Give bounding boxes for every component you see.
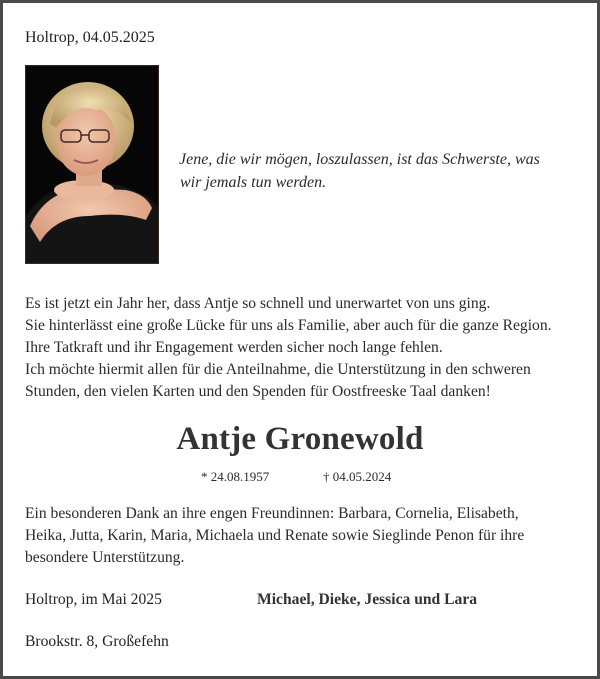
portrait-photo bbox=[25, 65, 159, 264]
footer-place-date: Holtrop, im Mai 2025 bbox=[25, 591, 162, 608]
message-line: Stunden, den vielen Karten und den Spenden für Oostfreeske Taal danken! bbox=[25, 383, 491, 400]
birth-date: * 24.08.1957 bbox=[201, 469, 270, 484]
thanks-message bbox=[25, 503, 585, 569]
portrait-illustration bbox=[26, 66, 158, 263]
signers: Michael, Dieke, Jessica und Lara bbox=[257, 591, 478, 608]
thanks-line: Heika, Jutta, Karin, Maria, Michaela und Renate sowie Sieglinde Penon für ihre bbox=[25, 527, 525, 544]
quote-line-1: Jene, die wir mögen, loszulassen, ist das Schwerste, was bbox=[179, 151, 540, 168]
message-line: Ich möchte hiermit allen für die Anteilnahme, die Unterstützung in den schweren bbox=[25, 361, 531, 378]
message-line: Es ist jetzt ein Jahr her, dass Antje so schnell und unerwartet von uns ging. bbox=[25, 295, 491, 312]
memorial-quote bbox=[179, 148, 579, 194]
thanks-line: besondere Unterstützung. bbox=[25, 549, 185, 566]
death-date: † 04.05.2024 bbox=[323, 469, 392, 484]
quote-line-2: wir jemals tun werden. bbox=[180, 174, 327, 191]
address: Brookstr. 8, Großefehn bbox=[25, 633, 169, 650]
memorial-message bbox=[25, 293, 585, 403]
deceased-name: Antje Gronewold bbox=[176, 421, 424, 457]
thanks-line: Ein besonderen Dank an ihre engen Freundinnen: Barbara, Cornelia, Elisabeth, bbox=[25, 505, 519, 522]
message-line: Ihre Tatkraft und ihr Engagement werden sicher noch lange fehlen. bbox=[25, 339, 443, 356]
header-place-date: Holtrop, 04.05.2025 bbox=[25, 29, 155, 46]
message-line: Sie hinterlässt eine große Lücke für uns als Familie, aber auch für die ganze Region. bbox=[25, 317, 552, 334]
